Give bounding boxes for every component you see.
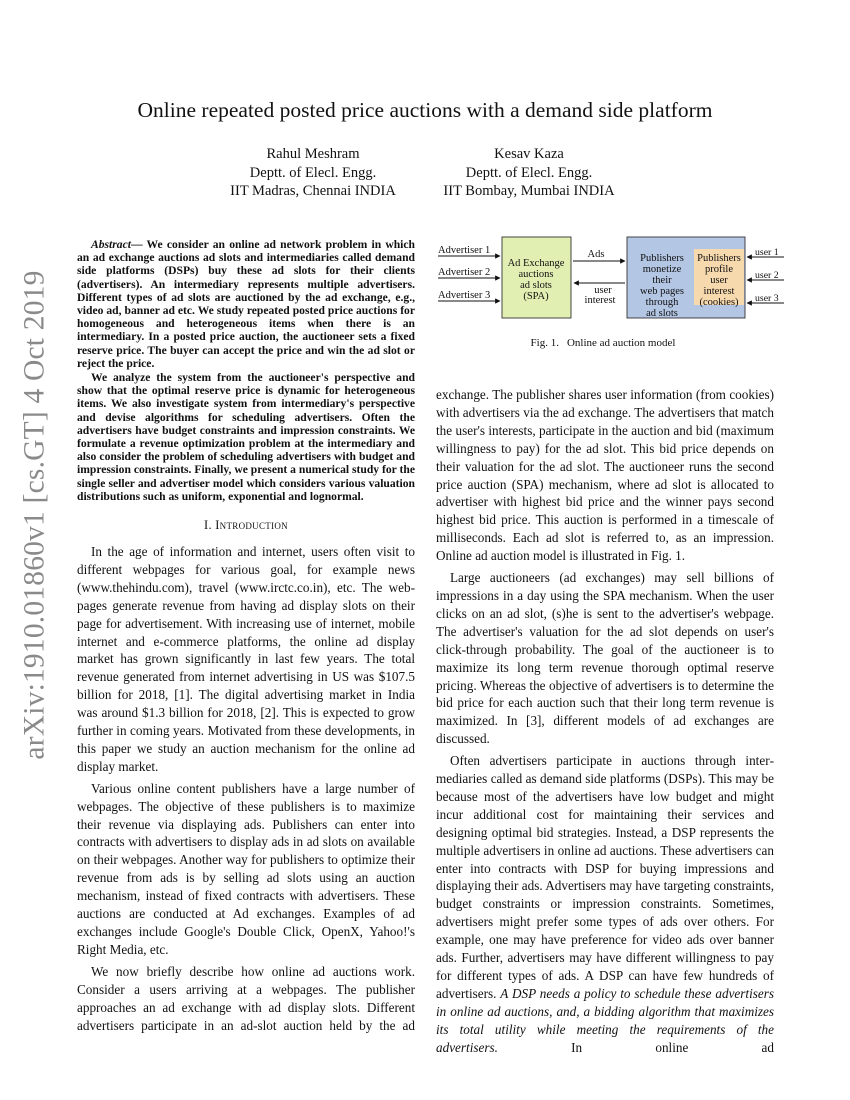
para3-tail: In online ad <box>497 1039 774 1055</box>
publisher-line-1: Publishers <box>640 253 684 264</box>
abstract-label: Abstract <box>91 238 131 251</box>
exchange-line-4: (SPA) <box>523 291 549 302</box>
user-interest-line-2: interest <box>584 295 616 306</box>
abstract <box>77 238 415 503</box>
exchange-line-3: ad slots <box>520 280 552 291</box>
author-block-2 <box>424 145 634 201</box>
author-name: Rahul Meshram <box>266 146 360 162</box>
publisher-line-3: their <box>652 275 672 286</box>
advertiser-2-label: Advertiser 2 <box>438 267 491 278</box>
right-para-3 <box>436 752 774 1056</box>
profile-line-5: (cookies) <box>699 297 739 308</box>
paper-title: Online repeated posted price auctions with a demand side platform <box>137 98 713 122</box>
publisher-line-4: web pages <box>639 286 685 297</box>
exchange-line-2: auctions <box>518 269 554 280</box>
abstract-para-1 <box>77 238 415 370</box>
user-1-label: user 1 <box>755 247 779 258</box>
ad-auction-diagram <box>436 236 786 328</box>
abstract-para-2: We analyze the system from the auctioneer's perspective and show that the optimal reserve price is dynamic for heterogeneous items. We also investigate system from intermediary's perspective and devise algorithms for scheduling advertisers. Often the advertisers have budget constraints and impression constraints. We formulate a revenue optimization problem at the intermediary and also consider the problem of scheduling advertisers with budget and impression constraints. Finally, we present a numerical study for the single seller and advertiser model which considers various valuation distributions such as uniform, exponential and lognormal. <box>77 371 415 503</box>
para3-text: Often advertisers participate in auctions through intermediaries called as demand side platforms (DSPs). This may be because most of the advertisers have low budget and might incur additional cost for maintaining their services and designing optimal bid strategies. Instead, a DSP represents the multiple advertisers in online ad auctions. These advertisers can enter into contracts with DSP for buying impressions and displaying their ads. Advertisers may have targeting constraints, budget constraints or impression constraints. Sometimes, advertisers might prefer some types of ads over others. For example, one may have preference for video ads over banner ads. Further, advertisers may have different willingness to pay for different types of ads. A DSP can have few hundreds of advertisers. <box>436 753 774 1001</box>
profile-line-2: profile <box>705 264 733 275</box>
caption-label: Fig. 1. <box>530 337 559 349</box>
author-dept: Deptt. of Elecl. Engg. <box>249 164 377 181</box>
section-number: I. <box>204 518 212 533</box>
publisher-line-6: ad slots <box>646 308 678 319</box>
ads-label: Ads <box>587 249 605 260</box>
author-name: Kesav Kaza <box>494 146 564 162</box>
intro-para-2: Various online content publishers have a large number of webpages. The objective of these publishers is to maximize their revenue via displaying ads. Publishers can enter into contracts with advertisers to display ads in ad slots on available on their webpages. Another way for publishers to optimize their revenue from ads is by selling ad slots using an auction mechanism, instead of fixed contracts with advertisers. These auctions are conducted at Ad exchanges. Examples of ad exchanges include Google's Double Click, OpenX, Yahoo!'s Right Media, etc. <box>77 780 415 957</box>
right-para-1: exchange. The publisher shares user information (from cookies) with advertisers via the ad exchange. The advertisers that match the user's interests, participate in the auction and bid (maximum willingness to pay) for the ad slot. This bid price depends on their valuation for the ad slot. The auctioneer runs the second price auction (SPA) mechanism, where ad slot is allocated to advertiser with highest bid price and the winner pays second highest bid price. This auction is performed in a timescale of milliseconds. Each ad slot is referred to, as an impression. Online ad auction model is illustrated in Fig. 1. <box>436 387 774 564</box>
intro-para-3: We now briefly describe how online ad auctions work. Consider a users arriving at a webpages. The publisher approaches an ad exchange with ad display slots. Different advertisers participate in an ad-slot auction held by the ad <box>77 963 415 1033</box>
user-3-label: user 3 <box>755 293 779 304</box>
publisher-line-2: monetize <box>642 264 682 275</box>
section-heading <box>77 517 415 535</box>
figure-1 <box>436 236 786 328</box>
section-title: Introduction <box>215 518 288 533</box>
author-block-1 <box>205 145 421 201</box>
exchange-line-1: Ad Exchange <box>507 258 565 269</box>
advertiser-3-label: Advertiser 3 <box>438 290 491 301</box>
user-interest-line-1: user <box>594 285 612 296</box>
arxiv-stamp <box>10 270 60 760</box>
author-dept: Deptt. of Elecl. Engg. <box>465 164 593 181</box>
right-para-2: Large auctioneers (ad exchanges) may sell billions of impressions in a day using the SPA mechanism. When the user clicks on an ad slot, (s)he is sent to the advertiser's webpage. The advertiser's valuation for the ad slot depends on user's click-through probability. The goal of the auctioneer is to maximize its long term revenue thorough optimal reserve pricing. Whereas the objective of advertisers is to determine the bid price for each auction such that their long term revenue is maximized. In [3], different models of ad exchanges are discussed. <box>436 570 774 747</box>
intro-para-1: In the age of information and internet, users often visit to different webpages for various goal, for example news (www.thehindu.com), travel (www.irctc.co.in), etc. The webpages generate revenue from having ad display slots on their page for advertisement. With increasing use of internet, mobile internet and e-commerce platforms, the online ad display market has grown significantly in last few years. The total revenue generated from internet advertising in US was $107.5 billion for 2018, [1]. The digital advertising market in India was around $1.3 billion for 2018, [2]. This is expected to grow further in coming years. Motivated from these developments, in this paper we study an auction mechanism for the online ad display market. <box>77 543 415 774</box>
left-column <box>77 238 415 1034</box>
profile-line-4: interest <box>703 286 735 297</box>
publisher-line-5: through <box>645 297 679 308</box>
user-2-label: user 2 <box>755 270 779 281</box>
para3-italic: A DSP needs a policy to schedule these advertisers in online ad auctions, and, a bidding algorithm that maximizes its total utility while meeting the requirements of the advertisers. <box>436 985 774 1055</box>
profile-line-3: user <box>710 275 728 286</box>
profile-line-1: Publishers <box>697 253 741 264</box>
abstract-text: — We consider an online ad network problem in which an ad exchange auctions ad slots and intermediaries called demand side platforms (DSPs) buy these ad slots for their clients (advertisers). An intermediary represents multiple advertisers. Different types of ad slots are auctioned by the ad exchange, e.g., video ad, banner ad etc. We study repeated posted price auctions for homogeneous and heterogeneous items when there is an intermediary. In a posted price auction, the auctioneer sets a fixed reserve price. The buyer can accept the price and win the ad slot or reject the price. <box>77 238 415 370</box>
author-affiliation: IIT Bombay, Mumbai INDIA <box>443 183 615 199</box>
advertiser-1-label: Advertiser 1 <box>438 245 491 256</box>
figure-caption <box>436 337 770 349</box>
right-column <box>436 386 774 1057</box>
author-affiliation: IIT Madras, Chennai INDIA <box>230 183 396 199</box>
caption-text: Online ad auction model <box>566 337 676 349</box>
arxiv-id: arXiv:1910.01860v1 [cs.GT] 4 Oct 2019 <box>18 270 51 760</box>
